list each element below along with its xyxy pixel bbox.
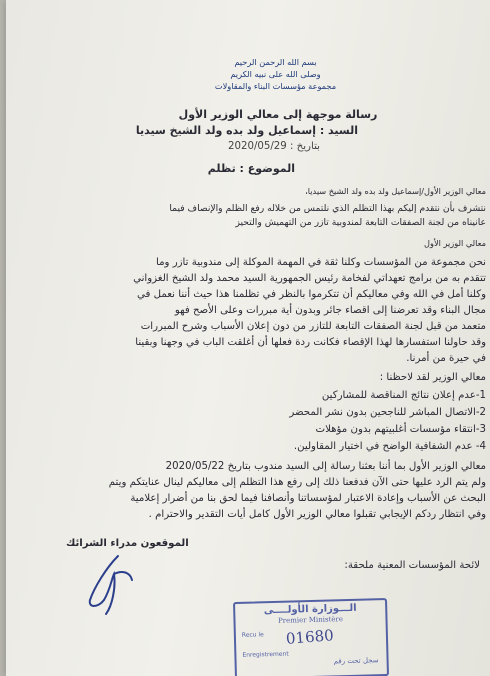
letter-date: بتاريخ : 2020/05/29 [228, 141, 320, 152]
observation-item-3: 3-انتقاء مؤسسات أغلبيتهم بدون مؤهلات [315, 424, 486, 435]
stamp-org-fr: Premier Ministère [277, 615, 344, 625]
stamp-number: 01680 [285, 626, 335, 648]
paragraph-2-line-7: في حيرة من أمرنا. [406, 353, 486, 364]
paragraph-3-line-2: ولم يتم الرد عليها حتى الآن فدفعنا ذلك إلى رفع هذا التظلم إلى معاليكم لينال عنايتكم ويتم [108, 477, 486, 488]
stamp-org: الـــوزارة الأولــــى [263, 602, 357, 617]
paragraph-2-line-1: نحن مجموعة من المؤسسات وكلنا ثقة في المهمة الموكلة إلى مندوبية تازر وما [156, 257, 486, 268]
recipient: السيد : إسماعيل ولد بده ولد الشيخ سيديا [135, 124, 358, 137]
observations-heading: معالي الوزير لقد لاحظنا : [379, 372, 486, 383]
stamp-note: سجل تحت رقم [333, 656, 379, 666]
observation-item-1: 1-عدم إعلان نتائج المناقصة للمشاركين [321, 390, 486, 401]
official-stamp [233, 598, 389, 676]
group-name: مجموعة مؤسسات البناء والمقاولات [214, 81, 337, 91]
annex-note: لائحة المؤسسات المعنية ملحقة: [344, 560, 480, 571]
salutation: معالي الوزير الأول/إسماعيل ولد بده ولد الشيخ سيديا، [305, 186, 486, 196]
paragraph-2-line-4: مجال البناء وقد تعرضنا إلى اقصاء جائر وبدون أية مبررات وعلى الأصح فهو [174, 305, 486, 316]
paragraph-1-line-1: نتشرف بأن نتقدم إليكم بهذا التظلم الذي نلتمس من خلاله رفع الظلم والإنصاف فيما [169, 203, 486, 214]
paragraph-1-line-2: عانيناه من لجنة الصفقات التابعة لمندوبية تازر من التهميش والتحيز [235, 217, 486, 228]
stamp-registration-label: Enregistrement [242, 650, 289, 659]
paragraph-2-line-5: متعمد من قبل لجنة الصفقات التابعة للتازر من دون إعلان الأسباب وشرح المبررات [140, 321, 486, 332]
paragraph-2-line-2: تتقدم به من برامج تعهداتي لفخامة رئيس الجمهورية السيد محمد ولد الشيخ الغزواني [133, 273, 486, 284]
observation-item-4: 4- عدم الشفافية الواضح في اختيار المقاولين. [293, 441, 486, 452]
letter-title: رسالة موجهة إلى معالي الوزير الأول [178, 108, 378, 121]
basmala: بسم الله الرحمن الرحيم [234, 57, 317, 67]
salutation-2: معالي الوزير الأول [424, 238, 486, 248]
letter-page [6, 0, 490, 676]
salat-line: وصلى الله على نبيه الكريم [230, 69, 321, 79]
stamp-received-label: Recu le [241, 631, 264, 639]
paragraph-3-line-3: البحث عن الأسباب وإعادة الاعتبار لمؤسساتنا وأنصافنا فيما لحق بنا من أضرار إعلامية [130, 493, 486, 504]
paragraph-2-line-3: وكلنا أمل في الله وفي معاليكم أن تتكرموا بالنظر في تظلمنا هذا حيث أننا نعمل في [137, 289, 486, 300]
paragraph-3-line-1: معالي الوزير الأول بما أننا بعثنا رسالة إلى السيد مندوب بتاريخ 2020/05/22 [165, 461, 486, 472]
paragraph-2-line-6: وقد حاولنا استفسارها لهذا الإقصاء فكانت ردة فعلها أن أغلقت الباب في وجهنا وبقينا [135, 337, 486, 348]
handwritten-signature [76, 548, 156, 623]
subject: الموضوع : تظلم [207, 162, 295, 175]
observation-item-2: 2-الاتصال المباشر للناجحين بدون نشر المحضر [289, 407, 486, 418]
signers-label: الموقعون مدراء الشرائك [66, 538, 189, 549]
paragraph-3-line-4: وفي انتظار ردكم الإيجابي تقبلوا معالي الوزير الأول كامل أيات التقدير والاحترام . [148, 509, 486, 520]
